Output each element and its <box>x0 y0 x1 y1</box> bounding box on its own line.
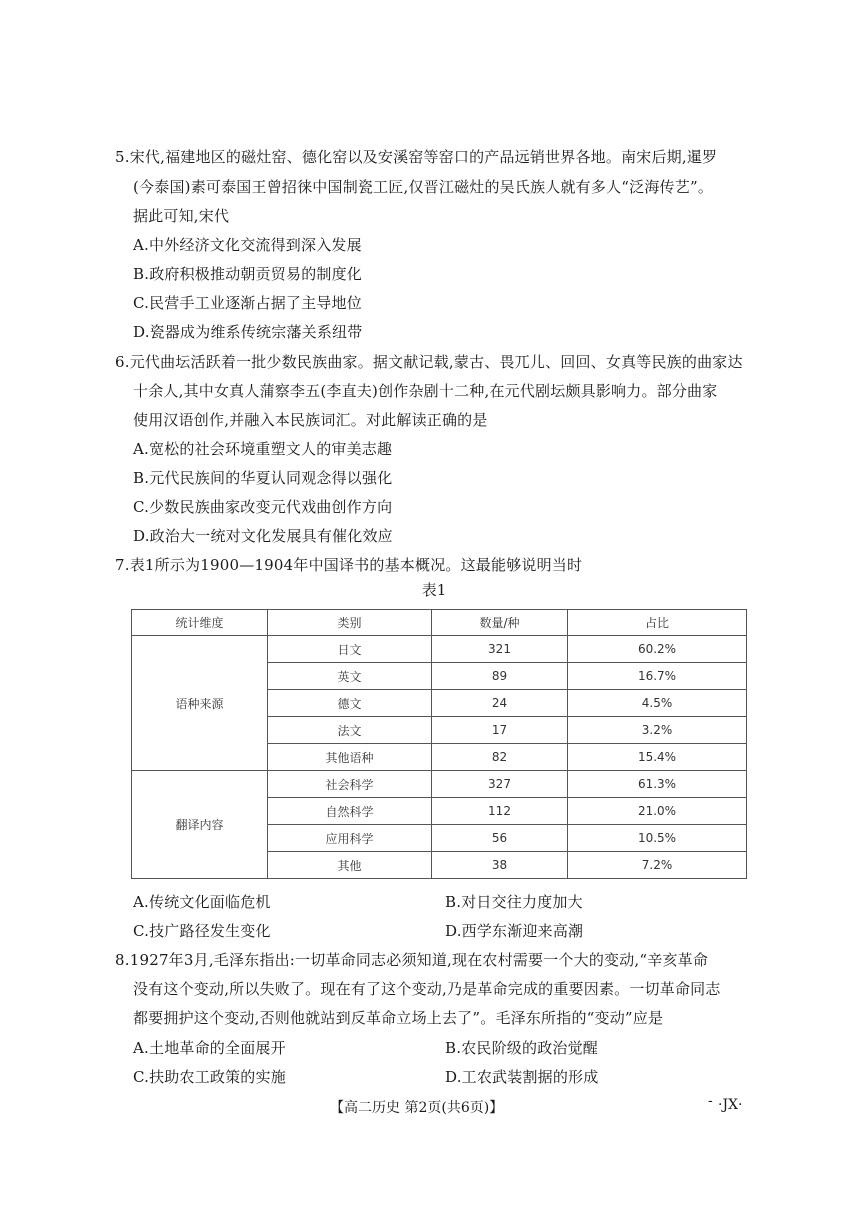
question-5-option-d: D.瓷器成为维系传统宗藩关系纽带 <box>133 323 363 341</box>
question-7-option-b: B.对日交往力度加大 <box>445 893 583 911</box>
table-cell: 38 <box>432 852 568 879</box>
table-cell: 16.7% <box>568 663 747 690</box>
question-5-line-2: (今泰国)素可泰国王曾招徕中国制瓷工匠,仅晋江磁灶的吴氏族人就有多人“泛海传艺”。 <box>133 178 714 196</box>
table-cell: 法文 <box>268 717 432 744</box>
question-6-option-b: B.元代民族间的华夏认同观念得以强化 <box>133 469 393 487</box>
table-cell: 327 <box>432 771 568 798</box>
table-header-cell: 占比 <box>568 610 747 636</box>
question-6-line-2: 十余人,其中女真人蒲察李五(李直夫)创作杂剧十二种,在元代剧坛颇具影响力。部分曲家 <box>133 382 718 400</box>
table-cell: 112 <box>432 798 568 825</box>
question-7-option-a: A.传统文化面临危机 <box>133 893 271 911</box>
table-dimension-cell: 语种来源 <box>132 636 268 771</box>
page-number-label: 【高二历史 第2页(共6页)】 <box>330 1100 504 1116</box>
table-cell: 17 <box>432 717 568 744</box>
question-7-option-c: C.技广路径发生变化 <box>133 922 271 940</box>
table-cell: 321 <box>432 636 568 663</box>
question-7-line-1: 7.表1所示为1900—1904年中国译书的基本概况。这最能够说明当时 <box>115 556 583 574</box>
question-7-option-d: D.西学东渐迎来高潮 <box>445 922 584 940</box>
table-header-cell: 数量/种 <box>432 610 568 636</box>
question-8-line-2: 没有这个变动,所以失败了。现在有了这个变动,乃是革命完成的重要因素。一切革命同志 <box>133 980 721 998</box>
question-5-option-b: B.政府积极推动朝贡贸易的制度化 <box>133 265 362 283</box>
table-row <box>132 636 747 663</box>
question-5-line-1: 5.宋代,福建地区的磁灶窑、德化窑以及安溪窑等窑口的产品远销世界各地。南宋后期,暹罗 <box>115 148 718 166</box>
translation-stats-table <box>131 609 747 879</box>
question-8-option-c: C.扶助农工政策的实施 <box>133 1068 286 1086</box>
question-8-line-1: 8.1927年3月,毛泽东指出:一切革命同志必须知道,现在农村需要一个大的变动,“辛亥革命 <box>115 951 709 969</box>
table-cell: 60.2% <box>568 636 747 663</box>
question-6-option-d: D.政治大一统对文化发展具有催化效应 <box>133 527 393 545</box>
table-cell: 应用科学 <box>268 825 432 852</box>
question-5-line-3: 据此可知,宋代 <box>133 207 230 225</box>
question-8-option-a: A.土地革命的全面展开 <box>133 1039 286 1057</box>
table-cell: 56 <box>432 825 568 852</box>
table-title: 表1 <box>421 581 447 599</box>
table-cell: 15.4% <box>568 744 747 771</box>
table-cell: 61.3% <box>568 771 747 798</box>
table-cell: 日文 <box>268 636 432 663</box>
question-8-line-3: 都要拥护这个变动,否则他就站到反革命立场上去了”。毛泽东所指的“变动”应是 <box>133 1009 664 1027</box>
question-5-option-a: A.中外经济文化交流得到深入发展 <box>133 236 362 254</box>
table-cell: 82 <box>432 744 568 771</box>
table-cell: 10.5% <box>568 825 747 852</box>
question-6-line-1: 6.元代曲坛活跃着一批少数民族曲家。据文献记载,蒙古、畏兀儿、回回、女真等民族的曲家达 <box>115 353 743 371</box>
table-dimension-cell: 翻译内容 <box>132 771 268 879</box>
table-cell: 24 <box>432 690 568 717</box>
question-6-option-c: C.少数民族曲家改变元代戏曲创作方向 <box>133 498 393 516</box>
table-cell: 3.2% <box>568 717 747 744</box>
table-cell: 自然科学 <box>268 798 432 825</box>
edition-code: ·JX· <box>718 1097 743 1113</box>
question-5-option-c: C.民营手工业逐渐占据了主导地位 <box>133 294 362 312</box>
table-cell: 89 <box>432 663 568 690</box>
table-cell: 社会科学 <box>268 771 432 798</box>
table-cell: 7.2% <box>568 852 747 879</box>
question-6-option-a: A.宽松的社会环境重塑文人的审美志趣 <box>133 440 393 458</box>
footer-mark: - <box>708 1093 713 1109</box>
table-header-cell: 类别 <box>268 610 432 636</box>
table-cell: 英文 <box>268 663 432 690</box>
table-cell: 21.0% <box>568 798 747 825</box>
question-6-line-3: 使用汉语创作,并融入本民族词汇。对此解读正确的是 <box>133 411 488 429</box>
table-cell: 其他 <box>268 852 432 879</box>
table-cell: 德文 <box>268 690 432 717</box>
table-row <box>132 771 747 798</box>
table-cell: 4.5% <box>568 690 747 717</box>
table-header-row <box>132 610 747 636</box>
table-header-cell: 统计维度 <box>132 610 268 636</box>
table-cell: 其他语种 <box>268 744 432 771</box>
question-8-option-b: B.农民阶级的政治觉醒 <box>445 1039 598 1057</box>
question-8-option-d: D.工农武装割据的形成 <box>445 1068 599 1086</box>
